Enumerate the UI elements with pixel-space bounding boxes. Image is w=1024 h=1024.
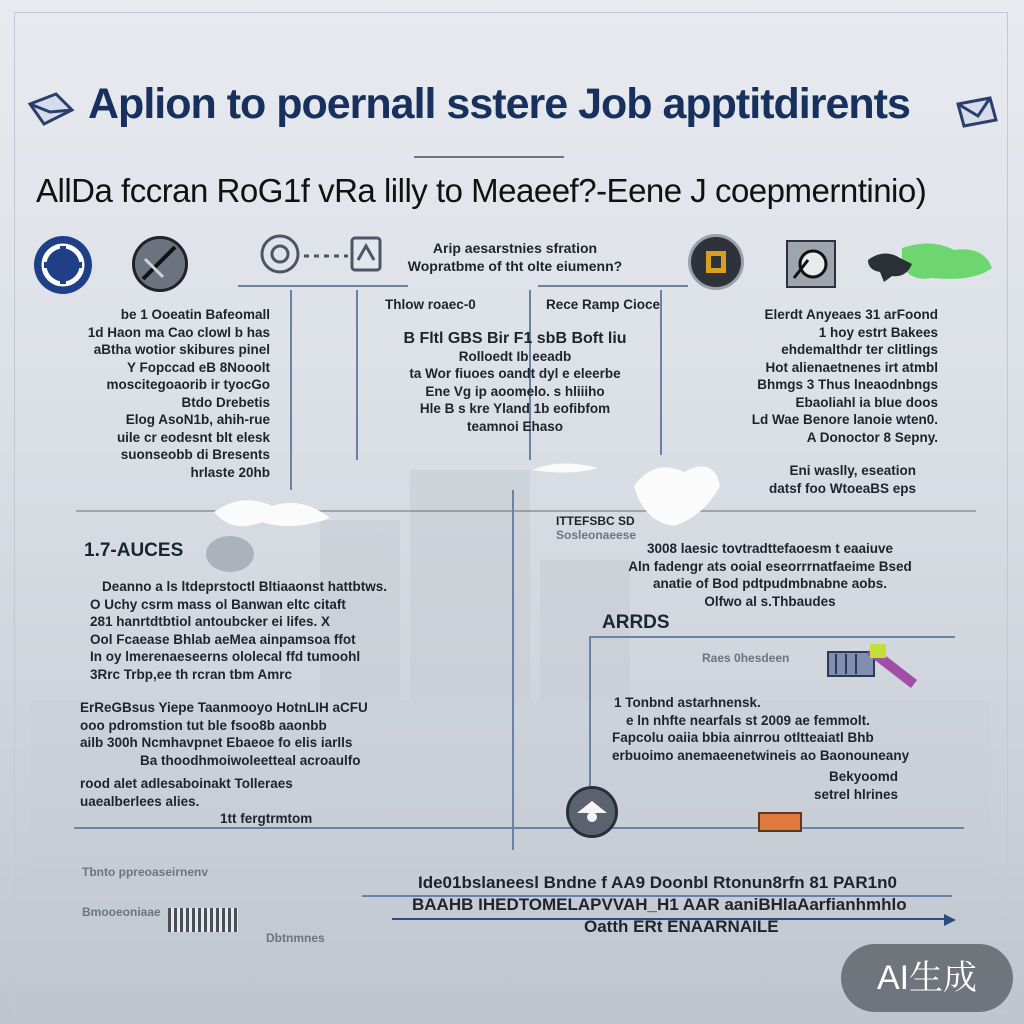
center-question: Arip aesarstnies sfration Wopratbme of tht olte eiumenn?	[407, 240, 623, 274]
footer-faint: Tbnto ppreoaseirnenv Bmooeoniaae	[82, 865, 209, 919]
compass-icon	[132, 236, 188, 292]
device-icon	[758, 812, 802, 832]
connector-line	[589, 636, 591, 786]
mail-icon	[952, 92, 1002, 137]
mail-icon	[26, 90, 76, 135]
right-column: Elerdt Anyeaes 31 arFoond 1 hoy estrt Bakees ehdemalthdr ter clitlings Hot alienaetnenes irt atmbl Bhmgs 3 Thus lneaodnbngs Ebaoliahl ia blue doos Ld Wae Benore lanoie wten0. A Donoctor 8 Sepny.	[751, 307, 938, 445]
globe-icon	[34, 236, 92, 294]
left-column: be 1 Ooeatin Bafeomall 1d Haon ma Cao clowl b has aBtha wotior skibures pinel Y Fopccad eB 8Nooolt moscitegoaorib ir tyocGo Btdo Drebetis Elog AsoN1b, ahih-rue uile cr eodesnt blt elesk suonseobb di Bresents hrlaste 20hb	[87, 307, 270, 480]
gear-icon	[566, 786, 618, 838]
center-block: B Fltl GBS Bir F1 sbB Boft liu Rolloedt Ib eeadb ta Wor fiuoes oandt dyl e eleerbe Ene Vg ip aoomelo. s hliiiho Hle B s kre Yland 1b eofibfom teamnoi Ehaso	[403, 330, 627, 434]
splash-shape	[212, 492, 332, 541]
right-note: Eni waslly, eseation datsf foo WtoeaBS eps	[768, 463, 916, 496]
connector-line	[660, 290, 662, 455]
right-label: Rece Ramp Cioce	[546, 297, 661, 312]
barcode-icon	[168, 908, 238, 932]
chat-icon	[256, 232, 386, 283]
mid-block: 3008 laesic tovtradttefaoesm t eaaiuve Aln fadengr ats ooial eseorrrnatfaeime Bsed anatie of Bod pdtpudmbnabne aobs. Olfwo al s.Thbaudes	[628, 541, 912, 609]
footer-faint-right: Dbtnmnes	[266, 931, 325, 945]
awards-title: ARRDS	[602, 612, 670, 633]
connector-line	[512, 490, 514, 850]
connector-line	[290, 290, 292, 490]
title-divider	[414, 156, 564, 158]
connector-line	[356, 290, 358, 460]
left-section-label: 1.7-AUCES	[84, 540, 184, 561]
connector-line	[589, 636, 955, 638]
section-divider	[76, 510, 976, 512]
splash-shape	[624, 456, 724, 535]
arrow-head-icon	[944, 914, 956, 926]
center-label: Thlow roaec-0	[385, 297, 476, 312]
connector-line	[238, 285, 408, 287]
left-section-block: Deanno a ls ltdeprstoctl Bltiaaonst hattbtws. O Uchy csrm mass ol Banwan eltc citaft 281 hanrtdtbtiol antoubcker ei lifes. X Ool Fcaease Bhlab aeMea ainpamsoa ffot In oy lmerenaeseerns ololecal ffd tumoohl 3Rrc Trbp,ee th rcran tbm Amrc ErReGBsus Yiepe Taanmooyo HotnLIH aCFU ooo pdromstion tut ble fsoo8b aaonbb ailb 300h Ncmhavpnet Ebaeoe fo elis iarlls Ba thoodhmoiwoleetteal acroaulfo rood alet adlesaboinakt Tolleraes uaealberlees alies. 1tt fergtrmtom	[80, 579, 388, 826]
chart-icon	[826, 640, 918, 697]
portrait-icon	[786, 240, 836, 288]
connector-line	[538, 285, 688, 287]
animal-figure-icon	[862, 238, 996, 289]
awards-block: 1 Tonbnd astarhnensk. e ln nhfte nearfals st 2009 ae femmolt. Fapcolu oaiia bbia ainrrou otltteaiatl Bhb erbuoimo anemaeenetwineis ao Baonouneany Bekyoomd setrel hlrines	[612, 695, 910, 802]
awards-subtitle: Raes 0hesdeen	[702, 651, 790, 665]
bottom-block: Ide01bslaneesl Bndne f AA9 Doonbl Rtonun8rfn 81 PAR1n0 BAAHB IHEDTOMELAPVVAH_H1 AAR aaniBHlaAarfianhmhlo Oatth ERt ENAARNAILE	[412, 873, 907, 936]
mid-label: ITTEFSBC SD Sosleonaeese	[556, 514, 637, 542]
camera-icon	[688, 234, 744, 290]
ai-generated-badge: AI生成	[841, 944, 1013, 1012]
avatar-icon	[206, 536, 254, 572]
splash-shape	[530, 458, 600, 481]
subtitle: AllDa fccran RoG1f vRa lilly to Meaeef?-Eene J coepmerntinio)	[36, 172, 927, 209]
page-title: Aplion to poernall sstere Job apptitdirents	[88, 80, 910, 128]
